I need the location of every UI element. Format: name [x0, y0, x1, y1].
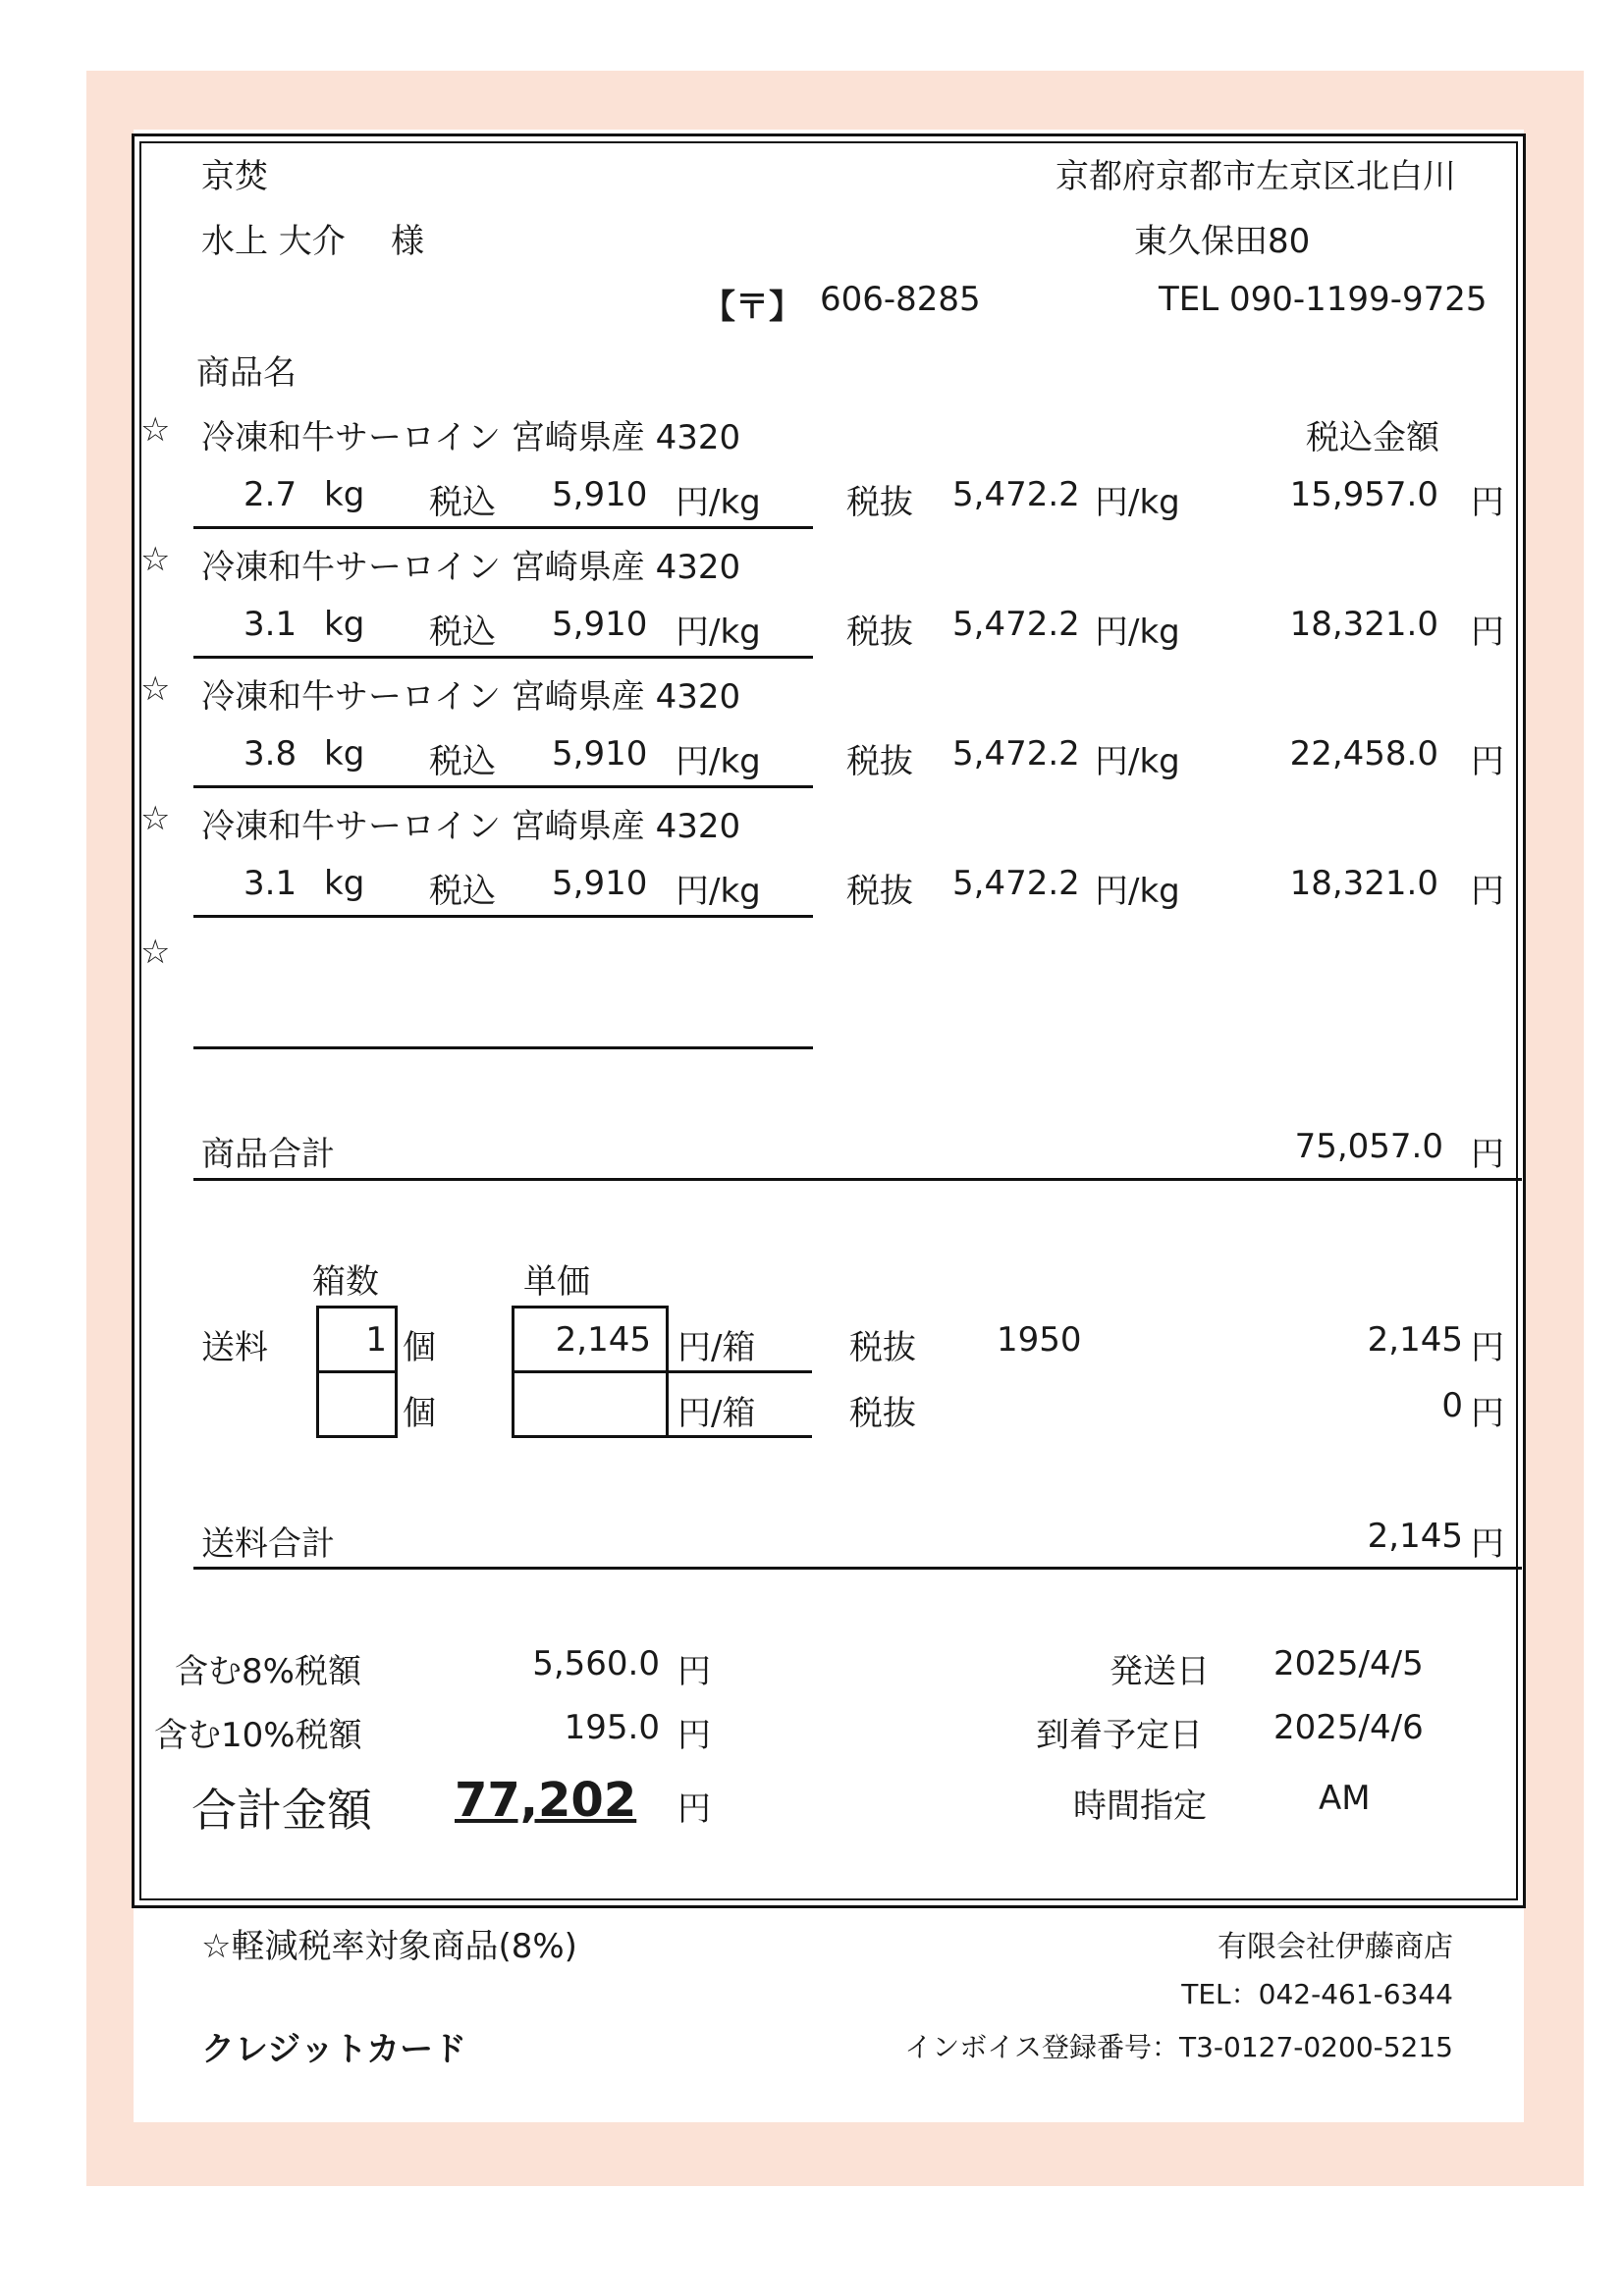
slip-frame-inner: [139, 141, 1518, 1900]
shipping-row-divider: [512, 1370, 812, 1373]
subtotal-yen: 円: [1471, 1135, 1504, 1174]
item-price-in: 5,910: [552, 864, 648, 903]
shipping-total-label: 送料合計: [201, 1524, 335, 1564]
item-tax-in-label: 税込: [429, 742, 496, 781]
item-price-in: 5,910: [552, 475, 648, 514]
empty-row-underline: [193, 1046, 813, 1049]
arrival-date-label: 到着予定日: [1036, 1716, 1203, 1755]
customer-company: 京焚: [201, 157, 268, 196]
item-underline: [193, 656, 813, 659]
tax10-yen: 円: [677, 1716, 711, 1755]
item-name: 冷凍和牛サーロイン 宮崎県産 4320: [201, 677, 741, 717]
grand-total-value: 77,202: [455, 1773, 637, 1828]
tax8-yen: 円: [677, 1652, 711, 1691]
item-underline: [193, 526, 813, 529]
unit-price-header: 単価: [523, 1262, 590, 1302]
item-tax-in-label: 税込: [429, 613, 496, 652]
item-tax-ex-label: 税抜: [846, 872, 913, 911]
customer-honorific: 様: [391, 222, 424, 261]
ship-date-value: 2025/4/5: [1273, 1644, 1424, 1683]
postal-mark: 【〒】: [702, 288, 802, 327]
shipping-tax-ex-label-2: 税抜: [849, 1394, 916, 1433]
item-per-unit-ex: 円/kg: [1095, 872, 1180, 911]
item-qty: 3.8: [244, 734, 298, 774]
payment-method: クレジットカード: [201, 2030, 467, 2069]
customer-name: 水上 大介: [201, 222, 346, 261]
item-qty: 3.1: [244, 864, 298, 903]
item-per-unit: 円/kg: [676, 742, 761, 781]
shop-name: 有限会社伊藤商店: [1218, 1930, 1453, 1964]
item-star: ☆: [140, 410, 171, 450]
item-amount: 18,321.0: [1289, 864, 1438, 903]
item-underline: [193, 785, 813, 788]
address-line2: 東久保田80: [1134, 222, 1311, 261]
shipping-unit-price-value: 2,145: [555, 1320, 651, 1360]
item-tax-ex-label: 税抜: [846, 742, 913, 781]
shipping-per-box-label-2: 円/箱: [677, 1394, 756, 1433]
product-header: 商品名: [196, 353, 297, 393]
tax8-value: 5,560.0: [532, 1644, 660, 1683]
shipping-boxes-value: 1: [365, 1320, 387, 1360]
item-per-unit-ex: 円/kg: [1095, 483, 1180, 522]
item-star: ☆: [140, 799, 171, 838]
shipping-total-value: 2,145: [1367, 1517, 1463, 1556]
shipping-total-yen: 円: [1471, 1524, 1504, 1564]
shipping-amount-2: 0: [1441, 1386, 1463, 1425]
shipping-piece-label: 個: [403, 1328, 436, 1367]
customer-tel: TEL 090-1199-9725: [1159, 280, 1488, 319]
item-yen: 円: [1471, 613, 1504, 652]
item-amount: 22,458.0: [1289, 734, 1438, 774]
shipping-per-box-label: 円/箱: [677, 1328, 756, 1367]
boxes-field-divider: [316, 1370, 398, 1373]
shipping-bottom-line: [512, 1435, 812, 1438]
item-unit: kg: [324, 864, 365, 903]
item-per-unit: 円/kg: [676, 613, 761, 652]
item-tax-in-label: 税込: [429, 483, 496, 522]
item-amount: 15,957.0: [1289, 475, 1438, 514]
shipping-yen-2: 円: [1471, 1394, 1504, 1433]
subtotal-label: 商品合計: [201, 1135, 335, 1174]
arrival-date-value: 2025/4/6: [1273, 1708, 1424, 1747]
item-per-unit: 円/kg: [676, 872, 761, 911]
tax10-value: 195.0: [564, 1708, 660, 1747]
item-per-unit: 円/kg: [676, 483, 761, 522]
item-yen: 円: [1471, 483, 1504, 522]
item-price-in: 5,910: [552, 605, 648, 644]
item-price-ex: 5,472.2: [952, 475, 1080, 514]
tax10-label: 含む10%税額: [154, 1716, 362, 1755]
subtotal-divider: [193, 1178, 1522, 1181]
time-spec-label: 時間指定: [1073, 1787, 1207, 1826]
item-unit: kg: [324, 475, 365, 514]
shipping-piece-label-2: 個: [403, 1394, 436, 1433]
shipping-yen: 円: [1471, 1328, 1504, 1367]
item-per-unit-ex: 円/kg: [1095, 742, 1180, 781]
item-price-ex: 5,472.2: [952, 734, 1080, 774]
item-star: ☆: [140, 540, 171, 579]
item-qty: 3.1: [244, 605, 298, 644]
item-amount: 18,321.0: [1289, 605, 1438, 644]
item-tax-ex-label: 税抜: [846, 613, 913, 652]
grand-total-yen: 円: [677, 1789, 711, 1829]
postal-code: 606-8285: [820, 280, 981, 319]
item-name: 冷凍和牛サーロイン 宮崎県産 4320: [201, 807, 741, 846]
shipping-amount: 2,145: [1367, 1320, 1463, 1360]
invoice-number: インボイス登録番号：T3-0127-0200-5215: [904, 2031, 1453, 2063]
shipping-tax-ex-label: 税抜: [849, 1328, 916, 1367]
item-per-unit-ex: 円/kg: [1095, 613, 1180, 652]
subtotal-value: 75,057.0: [1294, 1127, 1443, 1166]
item-underline: [193, 915, 813, 918]
shipping-tax-ex-value: 1950: [997, 1320, 1082, 1360]
reduced-tax-note: ☆軽減税率対象商品(8%): [201, 1927, 577, 1966]
item-name: 冷凍和牛サーロイン 宮崎県産 4320: [201, 418, 741, 457]
item-star: ☆: [140, 669, 171, 709]
ship-date-label: 発送日: [1110, 1652, 1210, 1691]
tax8-label: 含む8%税額: [175, 1652, 361, 1691]
item-price-in: 5,910: [552, 734, 648, 774]
item-unit: kg: [324, 734, 365, 774]
amount-header: 税込金額: [1306, 418, 1439, 457]
item-unit: kg: [324, 605, 365, 644]
item-yen: 円: [1471, 872, 1504, 911]
item-price-ex: 5,472.2: [952, 864, 1080, 903]
item-tax-in-label: 税込: [429, 872, 496, 911]
item-qty: 2.7: [244, 475, 298, 514]
shipping-label: 送料: [201, 1328, 268, 1367]
time-spec-value: AM: [1319, 1779, 1371, 1818]
shop-tel: TEL：042-461-6344: [1181, 1978, 1453, 2010]
item-name: 冷凍和牛サーロイン 宮崎県産 4320: [201, 548, 741, 587]
item-tax-ex-label: 税抜: [846, 483, 913, 522]
grand-total-label: 合計金額: [191, 1784, 372, 1837]
address-line1: 京都府京都市左京区北白川: [1056, 157, 1456, 196]
item-price-ex: 5,472.2: [952, 605, 1080, 644]
empty-row-star: ☆: [140, 933, 171, 972]
item-yen: 円: [1471, 742, 1504, 781]
boxes-header: 箱数: [312, 1262, 379, 1302]
shipping-total-divider: [193, 1567, 1522, 1570]
